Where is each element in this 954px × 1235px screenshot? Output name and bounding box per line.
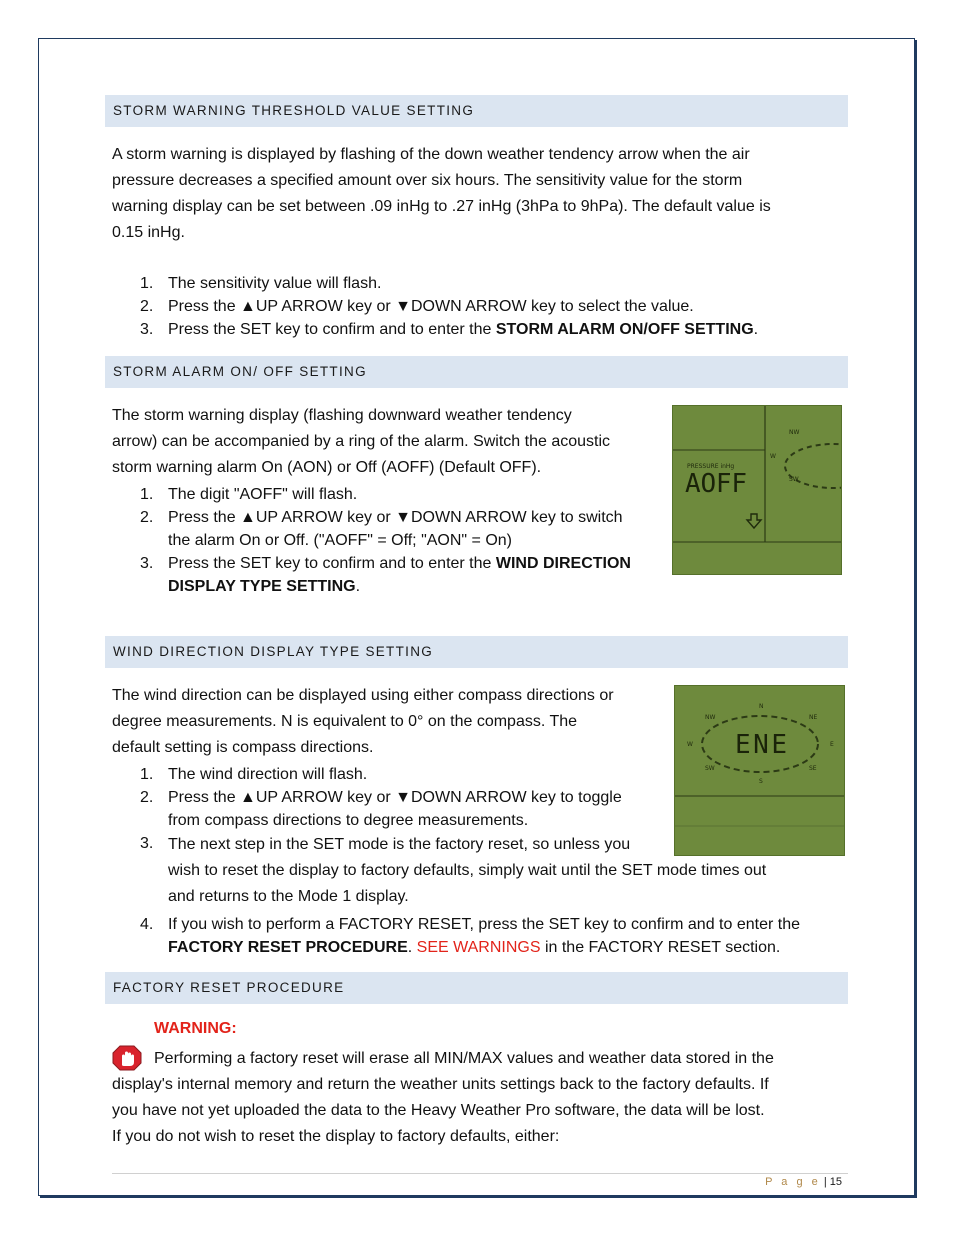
list-item: 1. The sensitivity value will flash. — [140, 275, 382, 292]
lcd-alarm-drawing — [673, 406, 842, 575]
para-line: The wind direction can be displayed using either compass directions or — [112, 687, 614, 704]
steps-storm-alarm — [112, 483, 631, 598]
list-item: 1. The digit "AOFF" will flash. — [140, 486, 358, 503]
paragraph-storm-alarm — [112, 403, 610, 481]
svg-text:W: W — [687, 741, 693, 748]
list-item: 3. The next step in the SET mode is the factory reset, so unless you wish to reset the display to factory defaults, simply wait until the SET mode times out and returns to the Mode 1 display. — [140, 835, 767, 905]
svg-text:NW: NW — [789, 429, 800, 436]
paragraph-wind-direction — [112, 683, 614, 761]
lcd-value-aoff: AOFF — [685, 469, 747, 499]
paragraph-factory-reset — [112, 1046, 774, 1150]
list-item: 3. Press the SET key to confirm and to enter the STORM ALARM ON/OFF SETTING. — [140, 321, 759, 338]
section-heading-storm-alarm: STORM ALARM ON/ OFF SETTING — [105, 356, 848, 388]
page-footer — [765, 1176, 842, 1188]
svg-text:S: S — [759, 778, 763, 785]
para-line: 0.15 inHg. — [112, 224, 185, 241]
page-word: P a g e — [765, 1176, 821, 1188]
paragraph-storm-threshold — [112, 142, 771, 246]
warning-label: WARNING: — [154, 1020, 237, 1037]
para-line: warning display can be set between .09 inHg to .27 inHg (3hPa to 9hPa). The default value is — [112, 198, 771, 215]
section-heading-storm-threshold: STORM WARNING THRESHOLD VALUE SETTING — [105, 95, 848, 127]
footer-divider — [112, 1173, 848, 1174]
page-number: 15 — [829, 1176, 842, 1188]
para-line: default setting is compass directions. — [112, 739, 374, 756]
section-heading-wind-direction: WIND DIRECTION DISPLAY TYPE SETTING — [105, 636, 848, 668]
svg-text:NE: NE — [809, 714, 818, 721]
para-line: Performing a factory reset will erase all MIN/MAX values and weather data stored in the — [154, 1050, 774, 1067]
lcd-wind-drawing — [675, 686, 845, 856]
para-line: arrow) can be accompanied by a ring of the alarm. Switch the acoustic — [112, 433, 611, 450]
list-item: 2. Press the ▲UP ARROW key or ▼DOWN ARROW key to toggle from compass directions to degree measurements. — [140, 789, 622, 829]
list-item: 4. If you wish to perform a FACTORY RESET, press the SET key to confirm and to enter the FACTORY RESET PROCEDURE. SEE WARNINGS in the FACTORY RESET section. — [140, 916, 800, 956]
para-line: If you do not wish to reset the display to factory defaults, either: — [112, 1128, 560, 1145]
steps-storm-threshold — [112, 272, 758, 341]
para-line: degree measurements. N is equivalent to 0° on the compass. The — [112, 713, 578, 730]
para-line: The storm warning display (flashing downward weather tendency — [112, 407, 572, 424]
list-item: 1. The wind direction will flash. — [140, 766, 368, 783]
para-line: pressure decreases a specified amount over six hours. The sensitivity value for the storm — [112, 172, 743, 189]
svg-text:W: W — [770, 453, 776, 460]
para-line: A storm warning is displayed by flashing of the down weather tendency arrow when the air — [112, 146, 750, 163]
section-heading-factory-reset: FACTORY RESET PROCEDURE — [105, 972, 848, 1004]
para-line: storm warning alarm On (AON) or Off (AOFF) (Default OFF). — [112, 459, 542, 476]
svg-text:N: N — [759, 703, 764, 710]
para-line: you have not yet uploaded the data to the Heavy Weather Pro software, the data will be lost. — [112, 1102, 765, 1119]
lcd-wind-photo — [674, 685, 845, 856]
svg-text:E: E — [830, 741, 834, 748]
list-item: 2. Press the ▲UP ARROW key or ▼DOWN ARROW key to select the value. — [140, 298, 694, 315]
footer-separator: | — [820, 1176, 830, 1188]
svg-text:SW: SW — [789, 476, 799, 483]
list-item: 2. Press the ▲UP ARROW key or ▼DOWN ARROW key to switch the alarm On or Off. ("AOFF" = Off; "AON" = On) — [140, 509, 623, 549]
lcd-value-ene: ENE — [735, 730, 787, 760]
svg-text:NW: NW — [705, 714, 716, 721]
para-line: display's internal memory and return the weather units settings back to the factory defaults. If — [112, 1076, 769, 1093]
list-item: 3. Press the SET key to confirm and to enter the WIND DIRECTION DISPLAY TYPE SETTING. — [140, 555, 631, 595]
lcd-alarm-photo — [672, 405, 842, 575]
svg-text:SW: SW — [705, 765, 715, 772]
svg-text:SE: SE — [809, 765, 817, 772]
lcd-label: PRESSURE inHg — [687, 463, 735, 470]
